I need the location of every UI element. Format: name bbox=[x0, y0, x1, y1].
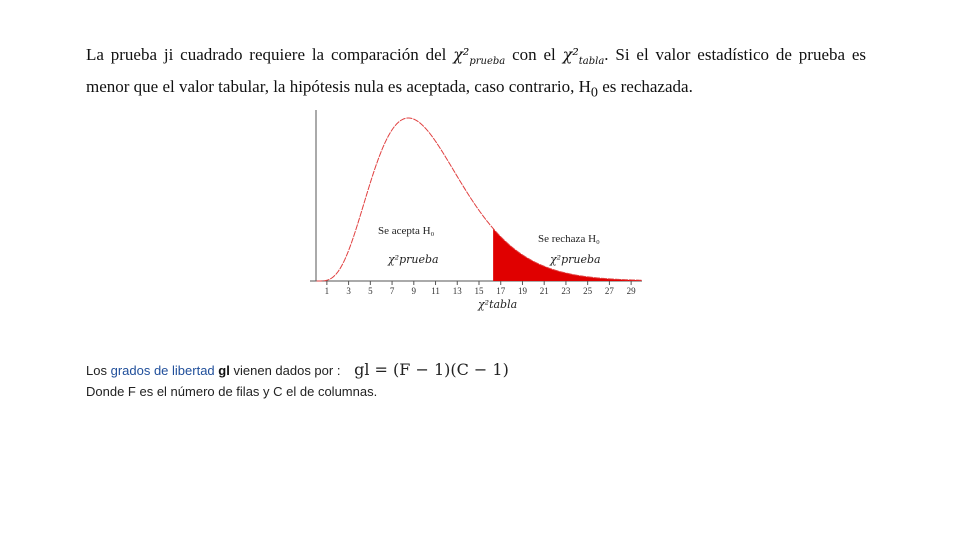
gl-bold: gl bbox=[218, 363, 230, 378]
intro-text-1: La prueba ji cuadrado requiere la comparación del bbox=[86, 45, 447, 64]
x-tick-label: 3 bbox=[346, 286, 351, 296]
gl-link[interactable]: grados de libertad bbox=[110, 363, 215, 378]
x-tick-label: 13 bbox=[452, 286, 462, 296]
x-tick-label: 17 bbox=[496, 286, 506, 296]
gl-suffix: vienen dados por : bbox=[233, 363, 341, 378]
x-tick-label: 25 bbox=[583, 286, 593, 296]
x-tick-label: 27 bbox=[604, 286, 614, 296]
x-tick-label: 11 bbox=[431, 286, 440, 296]
x-ticks bbox=[325, 281, 637, 296]
h0-sub: 0 bbox=[590, 84, 598, 101]
x-tick-label: 19 bbox=[517, 286, 527, 296]
intro-text-3: . Si el valor estadístico de prueba es menor que el valor tabular, la hipótesis nula es aceptada, caso contrario, H bbox=[86, 45, 867, 97]
intro-paragraph bbox=[86, 42, 866, 106]
chi-symbol: χ² bbox=[453, 45, 470, 64]
chi-symbol: χ² bbox=[562, 45, 579, 64]
x-tick-label: 9 bbox=[411, 286, 417, 296]
x-tick-label: 23 bbox=[561, 286, 571, 296]
chi-sub-prueba: prueba bbox=[469, 56, 506, 68]
x-tick-label: 5 bbox=[368, 286, 373, 296]
x-tick-label: 1 bbox=[324, 286, 330, 296]
gl-prefix: Los bbox=[86, 363, 107, 378]
x-tick-label: 7 bbox=[389, 286, 395, 296]
critical-chi-label: χ²tabla bbox=[478, 298, 518, 311]
x-tick-label: 29 bbox=[626, 286, 636, 296]
reject-chi-label: χ²prueba bbox=[550, 253, 601, 266]
gl-formula: gl = (F − 1)(C − 1) bbox=[354, 360, 509, 379]
chi-sub-tabla: tabla bbox=[578, 56, 605, 68]
reject-label: Se rechaza H₀ bbox=[538, 233, 600, 245]
x-tick-label: 21 bbox=[539, 286, 549, 296]
intro-text-4: es rechazada. bbox=[597, 77, 693, 97]
accept-label: Se acepta H₀ bbox=[378, 225, 435, 237]
x-tick-label: 15 bbox=[474, 286, 484, 296]
where-text: Donde F es el número de filas y C el de columnas. bbox=[86, 384, 378, 399]
chi-tabla-symbol bbox=[562, 45, 605, 68]
chi-prueba-symbol bbox=[453, 45, 506, 68]
intro-text-2: con el bbox=[512, 45, 556, 64]
accept-chi-label: χ²prueba bbox=[388, 253, 439, 266]
chi-square-chart bbox=[300, 100, 660, 320]
degrees-of-freedom-line bbox=[86, 360, 509, 379]
